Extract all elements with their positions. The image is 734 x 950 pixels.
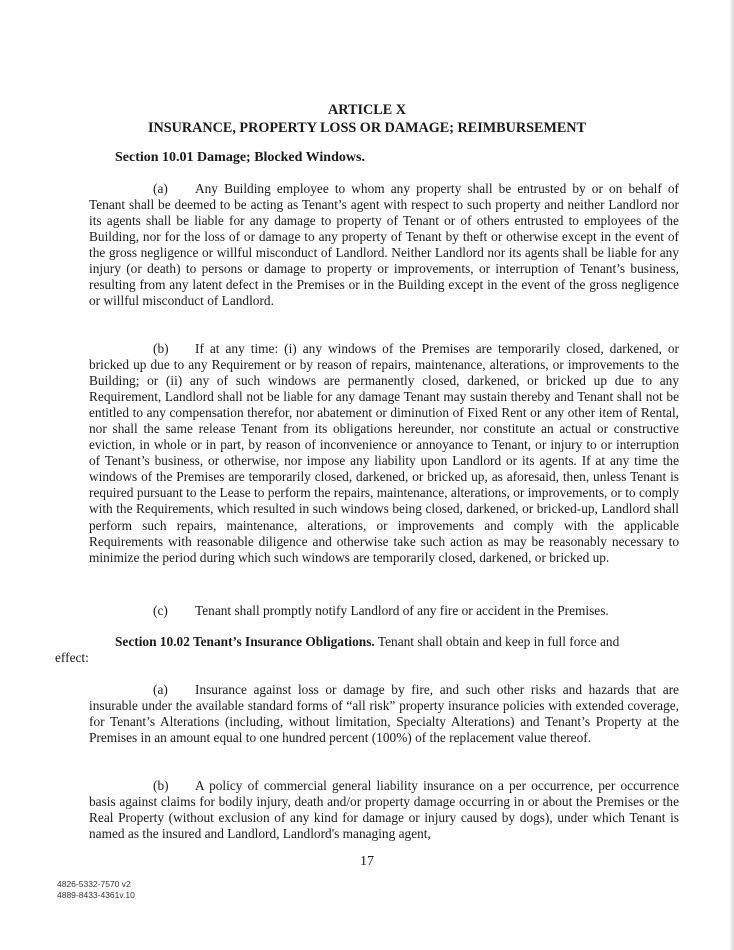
- section-10-02-paragraph-b: [89, 778, 679, 842]
- section-10-01-paragraph-b: [89, 341, 679, 566]
- page-number: 17: [360, 854, 374, 869]
- article-number: ARTICLE X: [328, 102, 406, 118]
- article-title: INSURANCE, PROPERTY LOSS OR DAMAGE; REIMBURSEMENT: [147, 120, 587, 136]
- paragraph-b-label: (b): [153, 778, 169, 793]
- document-id-line-2: 4889-8433-4361v.10: [57, 890, 135, 900]
- paragraph-b-text: A policy of commercial general liability insurance on a per occurrence, per occurrence basis against claims for bodily injury, death and/or property damage occurring in or about the Premises or the Real Property (without exclusion of any kind for damage or injury caused by dogs), under which Tenant is named as the insured and Landlord, Landlord's managing agent,: [89, 778, 679, 842]
- section-10-02-intro: [89, 634, 679, 650]
- section-10-02-heading: Section 10.02 Tenant’s Insurance Obligations.: [115, 634, 375, 649]
- section-10-01-heading: Section 10.01 Damage; Blocked Windows.: [115, 150, 365, 165]
- section-10-02-intro-text: Tenant shall obtain and keep in full force and: [377, 634, 620, 649]
- paragraph-a-label: (a): [153, 181, 168, 196]
- section-10-01-paragraph-a: [89, 181, 679, 309]
- section-10-02-intro-continuation: effect:: [55, 650, 89, 665]
- paragraph-c-text: Tenant shall promptly notify Landlord of any fire or accident in the Premises.: [195, 603, 609, 618]
- paragraph-a-text: Any Building employee to whom any property shall be entrusted by or on behalf of Tenant shall be deemed to be acting as Tenant’s agent with respect to such property and neither Landlord nor its agents shall be liable for any damage to property of Tenant or of others entrusted to employees of the Building, nor for the loss of or damage to any property of Tenant by theft or otherwise except in the event of the gross negligence or willful misconduct of Landlord. Neither Landlord nor its agents shall be liable for any injury (or death) to persons or damage to property or improvements, or interruption of Tenant’s business, resulting from any latent defect in the Premises or in the Building except in the event of the gross negligence or willful misconduct of Landlord.: [89, 181, 679, 309]
- document-id-line-1: 4826-5332-7570 v2: [57, 879, 131, 889]
- section-10-01-paragraph-c: [89, 603, 679, 619]
- paragraph-b-text: If at any time: (i) any windows of the Premises are temporarily closed, darkened, or bricked up due to any Requirement or by reason of repairs, maintenance, alterations, or improvements to the Building; or (ii) any of such windows are permanently closed, darkened, or bricked up due to any Requirement, Landlord shall not be liable for any damage Tenant may sustain thereby and Tenant shall not be entitled to any compensation therefor, nor abatement or diminution of Fixed Rent or any other item of Rental, nor shall the same release Tenant from its obligations hereunder, nor constitute an actual or constructive eviction, in whole or in part, by reason of inconvenience or annoyance to Tenant, or injury to or interruption of Tenant’s business, or otherwise, nor impose any liability upon Landlord or its agents. If at any time the windows of the Premises are temporarily closed, darkened, or bricked up, as aforesaid, then, unless Tenant is required pursuant to the Lease to perform the repairs, maintenance, alterations, or improvements, or to comply with the Requirements, which resulted in such windows being closed, darkened, or bricked-up, Landlord shall perform such repairs, maintenance, alterations, or improvements and comply with the applicable Requirements with reasonable diligence and otherwise take such action as may be reasonably necessary to minimize the period during which such windows are temporarily closed, darkened, or bricked up.: [89, 341, 679, 565]
- paragraph-c-label: (c): [153, 603, 168, 618]
- paragraph-a-text: Insurance against loss or damage by fire, and such other risks and hazards that are insurable under the available standard forms of “all risk” property insurance policies with extended coverage, for Tenant’s Alterations (including, without limitation, Specialty Alterations) and Tenant’s Property at the Premises in an amount equal to one hundred percent (100%) of the replacement value thereof.: [89, 682, 679, 746]
- paragraph-b-label: (b): [153, 341, 169, 356]
- section-10-02-paragraph-a: [89, 682, 679, 746]
- paragraph-a-label: (a): [153, 682, 168, 697]
- page-edge: [730, 0, 734, 950]
- document-id-footer: [57, 879, 135, 901]
